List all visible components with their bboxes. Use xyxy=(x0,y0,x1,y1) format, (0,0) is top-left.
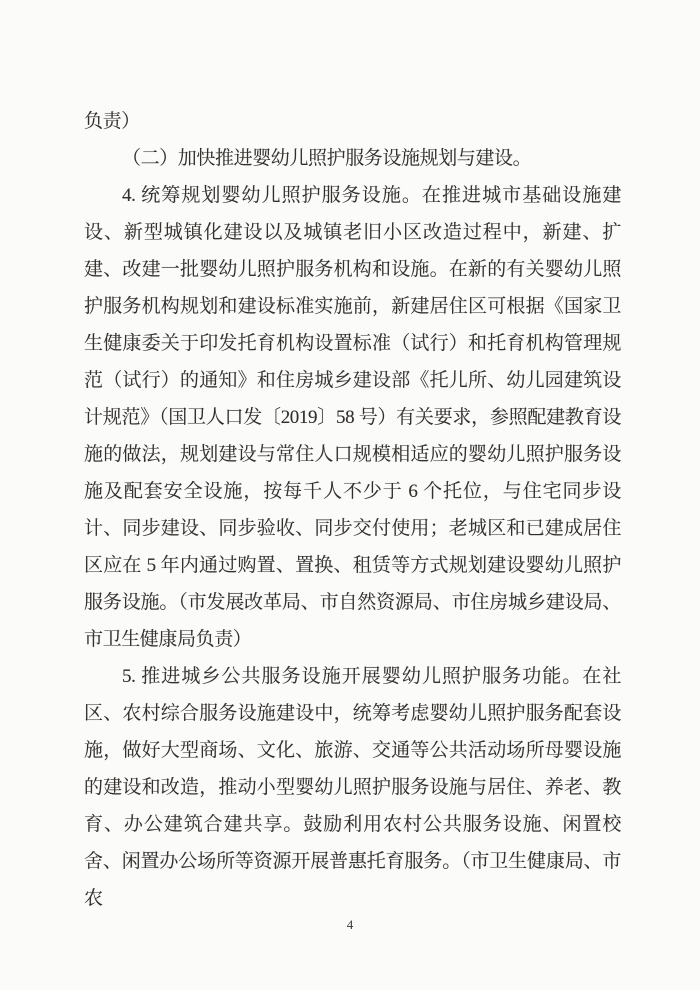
page-number: 4 xyxy=(346,917,354,932)
paragraph-item-4: 4. 统筹规划婴幼儿照护服务设施。在推进城市基础设施建设、新型城镇化建设以及城镇老旧小区改造过程中，新建、扩建、改建一批婴幼儿照护服务机构和设施。在新的有关婴幼儿照护服务机构规划和建设标准实施前，新建居住区可根据《国家卫生健康委关于印发托育机构设置标准（试行）和托育机构管理规范（试行）的通知》和住房城乡建设部《托儿所、幼儿园建筑设计规范》（国卫人口发〔2019〕58 号）有关要求，参照配建教育设施的做法，规划建设与常住人口规模相适应的婴幼儿照护服务设施及配套安全设施，按每千人不少于 6 个托位，与住宅同步设计、同步建设、同步验收、同步交付使用；老城区和已建成居住区应在 5 年内通过购置、置换、租赁等方式规划建设婴幼儿照护服务设施。（市发展改革局、市自然资源局、市住房城乡建设局、市卫生健康局负责） xyxy=(84,185,621,650)
paragraph-item-5: 5. 推进城乡公共服务设施开展婴幼儿照护服务功能。在社区、农村综合服务设施建设中，统筹考虑婴幼儿照护服务配套设施，做好大型商场、文化、旅游、交通等公共活动场所母婴设施的建设和改造，推动小型婴幼儿照护服务设施与居住、养老、教育、办公建筑合建共享。鼓励利用农村公共服务设施、闲置校舍、闲置办公场所等资源开展普惠托育服务。（市卫生健康局、市农 xyxy=(84,666,621,909)
document-body xyxy=(84,103,621,917)
section-heading: （二）加快推进婴幼儿照护服务设施规划与建设。 xyxy=(122,148,532,169)
paragraph-continuation: 负责） xyxy=(84,111,140,132)
